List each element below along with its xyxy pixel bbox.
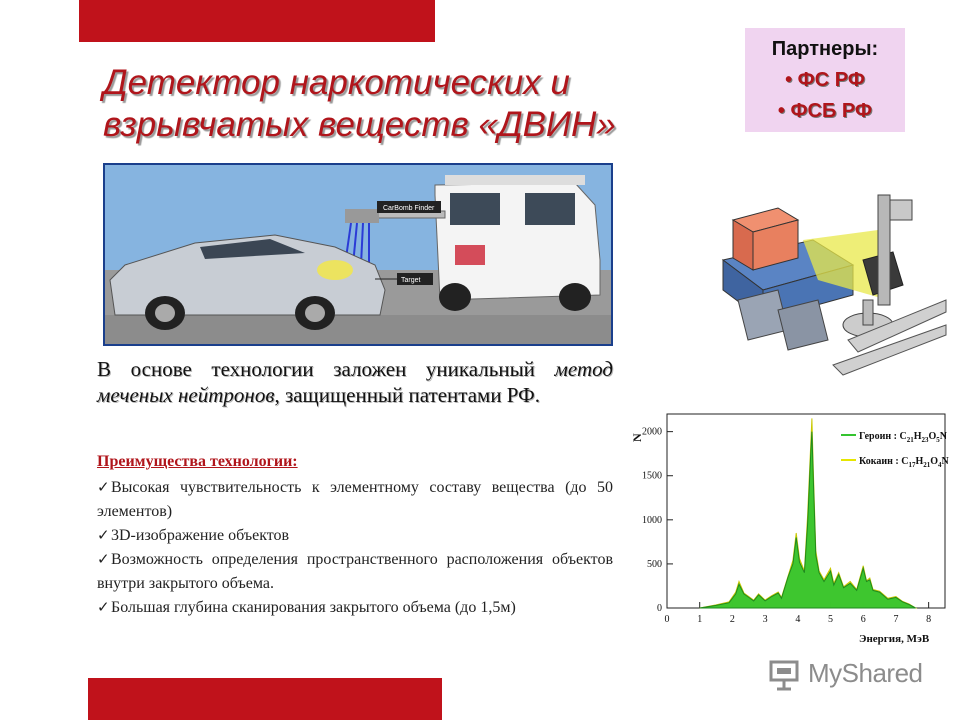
list-item-text: 3D-изображение объектов [111,527,290,544]
chart-svg [627,396,960,654]
top-red-bar [79,0,435,42]
y-tick-label: 1500 [642,470,662,482]
legend-label: Героин : $C_{21}H_{23}O_5N$ [859,431,947,444]
bottom-red-bar [88,678,442,720]
watermark-text: MyShared [808,658,923,688]
list-item [97,524,613,548]
myshared-watermark [768,656,938,692]
advantages-list [97,476,613,620]
list-item [97,596,613,620]
x-tick-label: 3 [762,614,768,625]
legend-label: Кокаин : $C_{17}H_{21}O_4N$ [859,456,949,469]
partner-item: • ФСБ РФ [777,100,873,122]
partner-item: • ФС РФ [785,69,865,91]
list-item-text: Возможность определения пространственного расположения объектов внутри закрытого объема. [97,551,613,592]
presentation-icon [768,658,802,692]
chart-legend [841,431,950,469]
check-icon: ✓ [97,552,110,568]
y-axis-label: N [630,433,644,442]
x-tick-label: 5 [828,614,834,625]
check-icon: ✓ [97,480,110,496]
intro-italic: метод меченых нейтронов [97,357,613,407]
title-line-2: взрывчатых веществ «ДВИН» [103,105,616,144]
x-axis-label: Энергия, МэВ [859,633,930,645]
scanner-head [345,209,379,223]
x-tick-label: 2 [729,614,735,625]
energy-spectrum-chart [627,396,960,654]
title-line-1: Детектор наркотических и [103,63,570,102]
y-tick-label: 500 [647,558,662,570]
check-icon: ✓ [97,600,110,616]
check-icon: ✓ [97,528,110,544]
detector-3d-diagram [718,190,948,380]
car-scan-photo [103,163,613,346]
x-tick-label: 4 [795,614,801,625]
x-tick-label: 8 [926,614,932,625]
finder-label: CarBomb Finder [383,205,435,212]
list-item-text: Большая глубина сканирования закрытого объема (до 1,5м) [111,599,516,616]
van [435,175,600,311]
slide-title [103,62,703,146]
x-tick-label: 7 [893,614,899,625]
list-item [97,548,613,596]
x-tick-label: 1 [697,614,703,625]
partners-box [745,28,905,132]
list-item-text: Высокая чувствительность к элементному составу вещества (до 50 элементов) [97,479,613,520]
advantages-heading: Преимущества технологии: [97,453,298,470]
intro-part-1: В основе технологии заложен уникальный [97,357,555,381]
car-scan-illustration [105,165,611,344]
partners-heading: Партнеры: [771,38,879,60]
x-tick-label: 0 [664,614,670,625]
y-tick-label: 2000 [642,426,662,438]
intro-part-2: , защищенный патентами РФ. [274,383,540,407]
y-tick-label: 1000 [642,514,662,526]
list-item [97,476,613,524]
x-tick-label: 6 [860,614,866,625]
target-label: Target [401,277,421,284]
intro-paragraph [97,356,613,408]
y-tick-label: 0 [657,603,662,614]
